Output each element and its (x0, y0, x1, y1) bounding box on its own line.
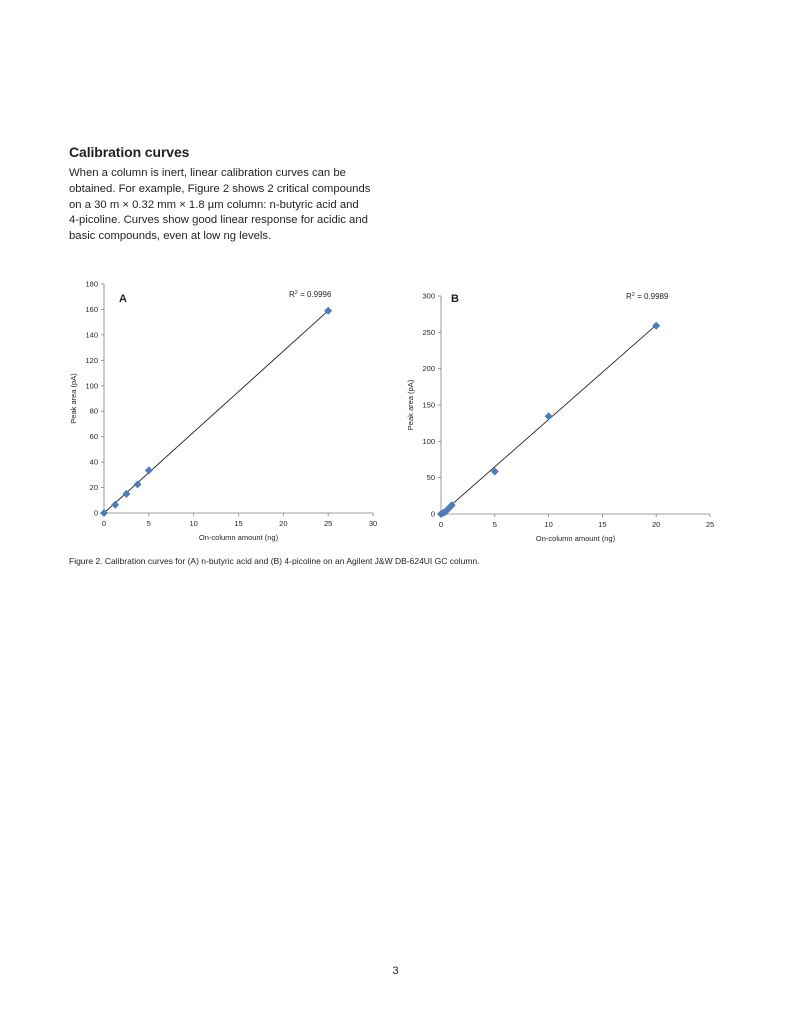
y-tick-label: 100 (85, 381, 98, 391)
y-tick-label: 200 (422, 364, 435, 374)
figure-caption: Figure 2. Calibration curves for (A) n-butyric acid and (B) 4-picoline on an Agilent J&W DB-624UI GC column. (69, 556, 480, 566)
panel-label: A (119, 293, 127, 305)
x-tick-label: 10 (544, 520, 553, 529)
y-tick-label: 20 (89, 483, 98, 493)
paragraph-line: on a 30 m × 0.32 mm × 1.8 µm column: n-butyric acid and (69, 198, 359, 211)
paragraph-line: When a column is inert, linear calibration curves can be (69, 167, 346, 179)
y-tick-label: 0 (93, 508, 98, 518)
panel-label: B (451, 293, 459, 305)
y-tick-label: 250 (422, 327, 435, 337)
y-tick-label: 40 (89, 457, 98, 467)
x-tick-label: 30 (368, 519, 378, 528)
x-tick-label: 25 (705, 520, 715, 529)
y-tick-label: 50 (426, 473, 435, 483)
x-tick-label: 0 (438, 520, 444, 529)
page-number: 3 (392, 965, 399, 977)
y-tick-label: 120 (85, 355, 98, 365)
x-tick-label: 15 (598, 520, 607, 529)
y-axis-label: Peak area (pA) (69, 373, 78, 424)
data-point (652, 322, 660, 330)
x-axis-label: On-column amount (ng) (198, 533, 279, 542)
y-tick-label: 80 (89, 406, 98, 416)
data-point (545, 412, 553, 420)
x-tick-label: 5 (492, 520, 497, 529)
x-tick-label: 20 (279, 519, 288, 528)
r-squared-label: $R^2 = 0.9996$ (289, 290, 332, 299)
r-squared-label: $R^2 = 0.9989$ (626, 292, 669, 301)
y-tick-label: 300 (422, 291, 435, 301)
x-tick-label: 20 (652, 520, 661, 529)
y-tick-label: 140 (85, 330, 98, 340)
y-tick-label: 0 (430, 509, 435, 519)
y-tick-label: 150 (422, 400, 435, 410)
x-tick-label: 0 (101, 519, 107, 528)
y-axis-label: Peak area (pA) (406, 379, 415, 431)
section-heading: Calibration curves (69, 144, 190, 160)
paragraph-line: 4-picoline. Curves show good linear response for acidic and (69, 214, 368, 227)
y-tick-label: 180 (85, 279, 98, 289)
y-tick-label: 160 (85, 304, 98, 314)
x-axis-label: On-column amount (ng) (535, 534, 616, 543)
x-tick-label: 15 (234, 519, 243, 528)
y-tick-label: 100 (422, 436, 435, 446)
y-tick-label: 60 (89, 432, 98, 442)
x-tick-label: 10 (189, 519, 198, 528)
paragraph-line: basic compounds, even at low ng levels. (69, 230, 272, 243)
x-tick-label: 5 (146, 519, 151, 528)
paragraph-line: obtained. For example, Figure 2 shows 2 critical compounds (69, 182, 371, 195)
x-tick-label: 25 (323, 519, 333, 528)
